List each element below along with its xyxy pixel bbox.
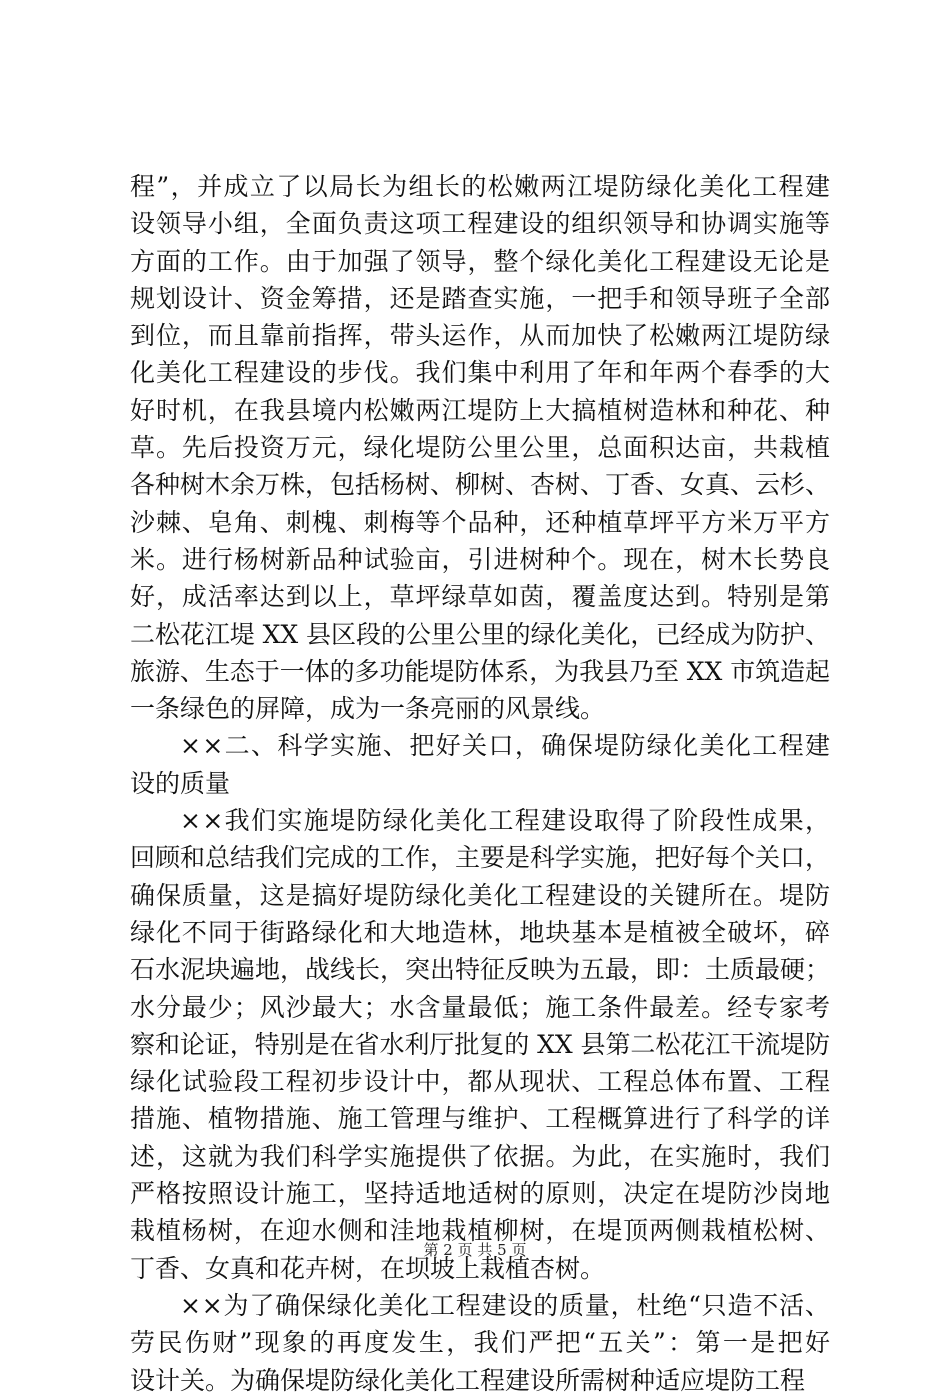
page-footer: 第 2 页 共 5 页 xyxy=(423,1241,527,1259)
document-body xyxy=(130,168,833,1399)
text-line: 程”，并成立了以局长为组长的松嫩两江堤防绿化美化工程建 xyxy=(130,172,832,201)
text-line: 好，成活率达到以上，草坪绿草如茵，覆盖度达到。特别是第 xyxy=(130,582,831,612)
text-line: 述，这就为我们科学实施提供了依据。为此，在实施时，我们 xyxy=(130,1141,831,1171)
text-line: 绿化不同于街路绿化和大地造林，地块基本是植被全破坏，碎 xyxy=(130,917,831,947)
text-line: 二松花江堤 XX 县区段的公里公里的绿化美化，已经成为防护、 xyxy=(130,619,830,649)
text-line: 栽植杨树，在迎水侧和洼地栽植柳树，在堤顶两侧栽植松树、 xyxy=(130,1216,831,1246)
text-line: 察和论证，特别是在省水利厅批复的 XX 县第二松花江干流堤防 xyxy=(130,1029,830,1059)
text-line: 丁香、女真和花卉树，在坝坡上栽植杏树。 xyxy=(130,1253,606,1283)
text-line: 一条绿色的屏障，成为一条亮丽的风景线。 xyxy=(130,694,606,724)
text-line: 严格按照设计施工，坚持适地适树的原则，决定在堤防沙岗地 xyxy=(130,1179,831,1209)
text-line: 劳民伤财”现象的再度发生，我们严把“五关”：第一是把好 xyxy=(130,1328,833,1358)
text-line: 草。先后投资万元，绿化堤防公里公里，总面积达亩，共栽植 xyxy=(130,433,831,463)
text-line: 石水泥块遍地，战线长，突出特征反映为五最，即：土质最硬； xyxy=(130,955,831,985)
text-line: 确保质量，这是搞好堤防绿化美化工程建设的关键所在。堤防 xyxy=(130,880,831,910)
text-line: 回顾和总结我们完成的工作，主要是科学实施，把好每个关口， xyxy=(130,843,831,873)
text-line: 各种树木余万株，包括杨树、柳树、杏树、丁香、女真、云杉、 xyxy=(130,470,831,500)
text-line: ××二、科学实施、把好关口，确保堤防绿化美化工程建 xyxy=(180,731,832,761)
text-line: 设领导小组，全面负责这项工程建设的组织领导和协调实施等 xyxy=(130,209,831,239)
text-line: 设的质量 xyxy=(130,768,231,798)
text-line: 到位，而且靠前指挥，带头运作，从而加快了松嫩两江堤防绿 xyxy=(130,321,831,351)
text-line: ××我们实施堤防绿化美化工程建设取得了阶段性成果， xyxy=(180,806,832,836)
text-line: 旅游、生态于一体的多功能堤防体系，为我县乃至 XX 市筑造起 xyxy=(130,656,830,686)
text-line: ××为了确保绿化美化工程建设的质量，杜绝“只造不活、 xyxy=(180,1290,831,1320)
text-line: 化美化工程建设的步伐。我们集中利用了年和年两个春季的大 xyxy=(130,358,831,388)
text-line: 好时机，在我县境内松嫩两江堤防上大搞植树造林和种花、种 xyxy=(130,395,831,425)
text-line: 绿化试验段工程初步设计中，都从现状、工程总体布置、工程 xyxy=(130,1067,831,1097)
text-line: 米。进行杨树新品种试验亩，引进树种个。现在，树木长势良 xyxy=(130,544,831,574)
text-line: 规划设计、资金筹措，还是踏查实施，一把手和领导班子全部 xyxy=(130,283,831,313)
text-line: 措施、植物措施、施工管理与维护、工程概算进行了科学的详 xyxy=(130,1104,831,1134)
text-line: 方面的工作。由于加强了领导，整个绿化美化工程建设无论是 xyxy=(130,246,831,276)
text-line: 设计关。为确保堤防绿化美化工程建设所需树种适应堤防工程 xyxy=(130,1365,806,1395)
text-line: 沙棘、皂角、刺槐、刺梅等个品种，还种植草坪平方米万平方 xyxy=(130,507,831,537)
text-line: 水分最少；风沙最大；水含量最低；施工条件最差。经专家考 xyxy=(130,992,831,1022)
